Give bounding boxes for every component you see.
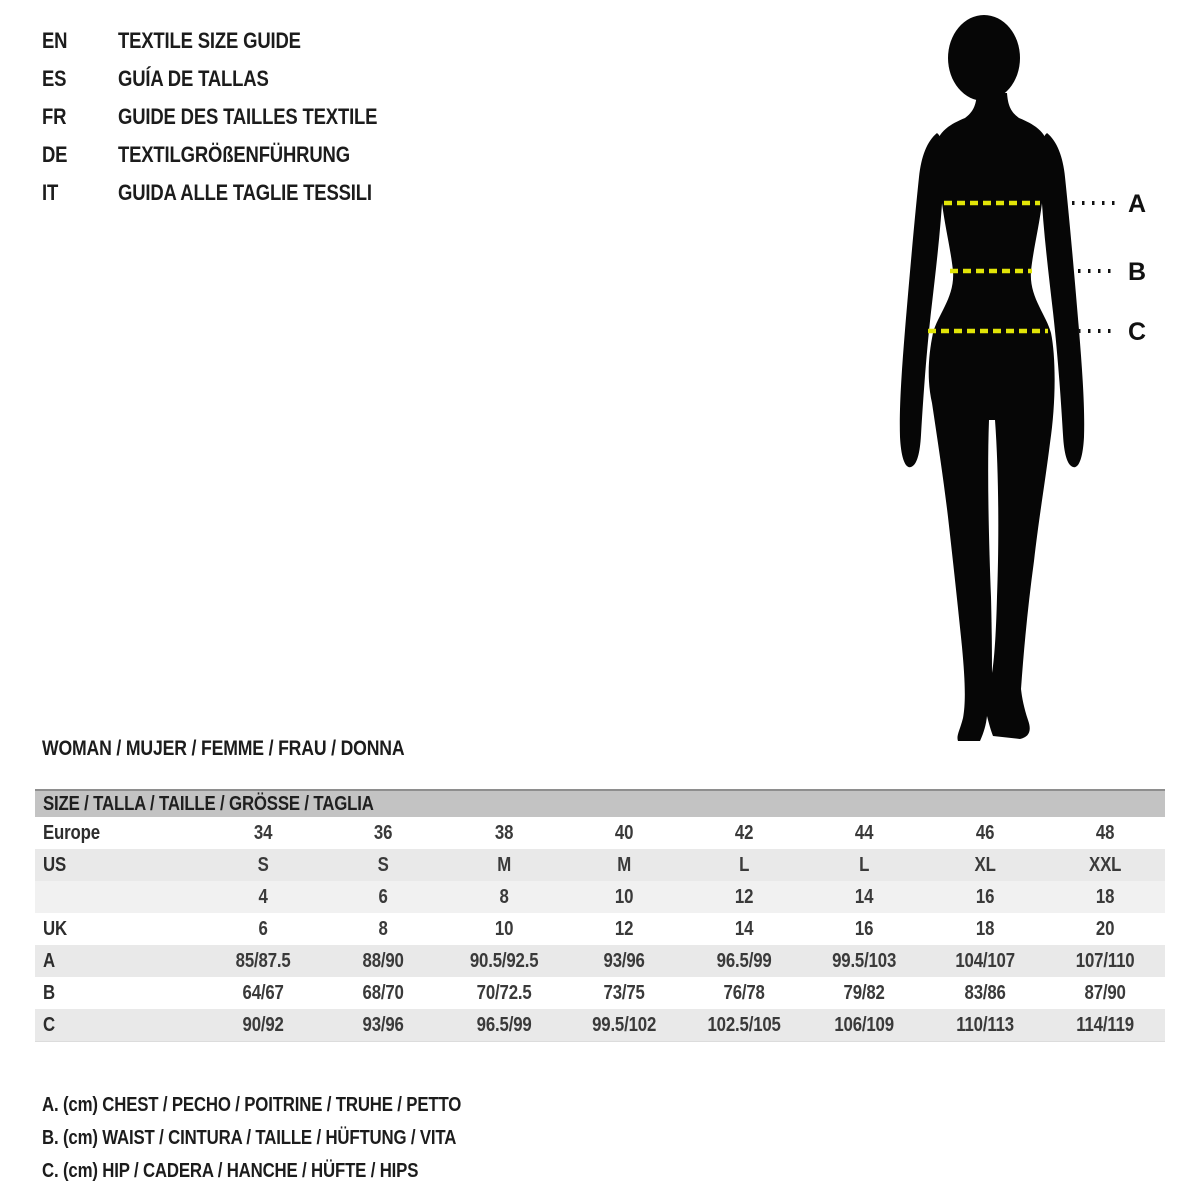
measurement-legend bbox=[42, 1089, 541, 1188]
size-value: 18 bbox=[975, 918, 994, 940]
lang-code: ES bbox=[42, 66, 67, 91]
size-value: 64/67 bbox=[242, 982, 284, 1004]
row-label: UK bbox=[43, 918, 67, 940]
size-value: 44 bbox=[855, 822, 874, 844]
size-table bbox=[35, 789, 1165, 1042]
lang-code: EN bbox=[42, 28, 68, 53]
size-value: 114/119 bbox=[1076, 1014, 1134, 1036]
legend-text: B. (cm) WAIST / CINTURA / TAILLE / HÜFTUNG / VITA bbox=[42, 1127, 457, 1149]
lang-label: GUIDE DES TAILLES TEXTILE bbox=[118, 104, 378, 129]
woman-body-icon bbox=[929, 93, 1055, 741]
size-value: 10 bbox=[614, 886, 634, 908]
table-row-waist-b bbox=[35, 977, 1165, 1009]
legend-text: A. (cm) CHEST / PECHO / POITRINE / TRUHE / PETTO bbox=[42, 1094, 462, 1116]
size-value: 90/92 bbox=[242, 1014, 284, 1036]
size-value: 34 bbox=[253, 822, 273, 844]
size-value: 93/96 bbox=[603, 950, 645, 972]
size-value: 99.5/102 bbox=[591, 1014, 656, 1036]
size-value: 102.5/105 bbox=[707, 1014, 781, 1036]
size-value: 40 bbox=[614, 822, 634, 844]
size-value: 4 bbox=[258, 886, 268, 908]
marker-label-c: C bbox=[1128, 318, 1147, 346]
size-value: 88/90 bbox=[362, 950, 404, 972]
lang-code: FR bbox=[42, 104, 67, 129]
size-value: L bbox=[859, 854, 870, 876]
woman-head-icon bbox=[948, 15, 1020, 101]
size-value: 48 bbox=[1095, 822, 1115, 844]
size-value: 68/70 bbox=[362, 982, 404, 1004]
lang-code: DE bbox=[42, 142, 68, 167]
row-label: Europe bbox=[43, 822, 100, 844]
size-value: 96.5/99 bbox=[716, 950, 772, 972]
legend-row-waist bbox=[42, 1122, 541, 1155]
row-label: A bbox=[43, 950, 55, 972]
table-row-chest-a bbox=[35, 945, 1165, 977]
size-value: 16 bbox=[975, 886, 994, 908]
marker-label-a: A bbox=[1128, 190, 1147, 218]
lang-label: GUÍA DE TALLAS bbox=[118, 66, 269, 91]
lang-label: GUIDA ALLE TAGLIE TESSILI bbox=[118, 180, 372, 205]
table-row-uk bbox=[35, 913, 1165, 945]
section-title-woman bbox=[42, 737, 473, 761]
size-value: 83/86 bbox=[964, 982, 1006, 1004]
size-value: M bbox=[616, 854, 631, 876]
woman-silhouette-figure bbox=[880, 5, 1200, 750]
legend-text: C. (cm) HIP / CADERA / HANCHE / HÜFTE / HIPS bbox=[42, 1160, 419, 1182]
section-title-text: WOMAN / MUJER / FEMME / FRAU / DONNA bbox=[42, 737, 405, 760]
size-value: 90.5/92.5 bbox=[469, 950, 538, 972]
row-label: C bbox=[43, 1014, 55, 1036]
table-row-europe bbox=[35, 817, 1165, 849]
size-table-header-text: SIZE / TALLA / TAILLE / GRÖSSE / TAGLIA bbox=[43, 793, 374, 815]
size-value: 14 bbox=[855, 886, 874, 908]
size-value: L bbox=[739, 854, 750, 876]
size-value: 6 bbox=[258, 918, 268, 940]
size-value: 96.5/99 bbox=[476, 1014, 532, 1036]
lang-row-en bbox=[42, 22, 427, 60]
lang-row-it bbox=[42, 174, 427, 212]
size-value: 8 bbox=[378, 918, 388, 940]
size-value: 12 bbox=[734, 886, 754, 908]
size-value: 70/72.5 bbox=[476, 982, 532, 1004]
lang-label: TEXTILE SIZE GUIDE bbox=[118, 28, 301, 53]
size-value: 46 bbox=[975, 822, 994, 844]
size-value: 8 bbox=[499, 886, 509, 908]
size-value: 10 bbox=[494, 918, 513, 940]
size-value: XXL bbox=[1088, 854, 1121, 876]
size-value: 110/113 bbox=[955, 1014, 1014, 1036]
marker-label-b: B bbox=[1128, 258, 1147, 286]
lang-code: IT bbox=[42, 180, 59, 205]
size-value: 76/78 bbox=[723, 982, 765, 1004]
size-value: 18 bbox=[1095, 886, 1115, 908]
size-value: 12 bbox=[614, 918, 634, 940]
row-label: B bbox=[43, 982, 55, 1004]
size-value: 73/75 bbox=[603, 982, 645, 1004]
size-value: M bbox=[496, 854, 511, 876]
legend-row-hip bbox=[42, 1155, 541, 1188]
size-value: 104/107 bbox=[954, 950, 1015, 972]
size-value: XL bbox=[974, 854, 996, 876]
size-value: 20 bbox=[1095, 918, 1115, 940]
size-value: 85/87.5 bbox=[235, 950, 291, 972]
size-value: S bbox=[377, 854, 389, 876]
size-value: 93/96 bbox=[362, 1014, 404, 1036]
size-value: 38 bbox=[494, 822, 513, 844]
size-value: 87/90 bbox=[1084, 982, 1126, 1004]
size-table-header bbox=[35, 789, 1165, 817]
size-value: 106/109 bbox=[834, 1014, 895, 1036]
lang-label: TEXTILGRÖßENFÜHRUNG bbox=[118, 142, 350, 167]
size-value: 6 bbox=[378, 886, 388, 908]
legend-row-chest bbox=[42, 1089, 541, 1122]
lang-row-es bbox=[42, 60, 427, 98]
lang-row-de bbox=[42, 136, 427, 174]
table-row-us-numeric bbox=[35, 881, 1165, 913]
size-value: 36 bbox=[374, 822, 393, 844]
size-value: 42 bbox=[734, 822, 754, 844]
size-value: 99.5/103 bbox=[832, 950, 897, 972]
language-list bbox=[42, 22, 427, 212]
size-value: 16 bbox=[855, 918, 874, 940]
size-value: S bbox=[257, 854, 269, 876]
size-value: 107/110 bbox=[1075, 950, 1135, 972]
row-label: US bbox=[43, 854, 67, 876]
table-row-hip-c bbox=[35, 1009, 1165, 1041]
lang-row-fr bbox=[42, 98, 427, 136]
table-row-us bbox=[35, 849, 1165, 881]
size-value: 79/82 bbox=[843, 982, 885, 1004]
size-value: 14 bbox=[734, 918, 754, 940]
